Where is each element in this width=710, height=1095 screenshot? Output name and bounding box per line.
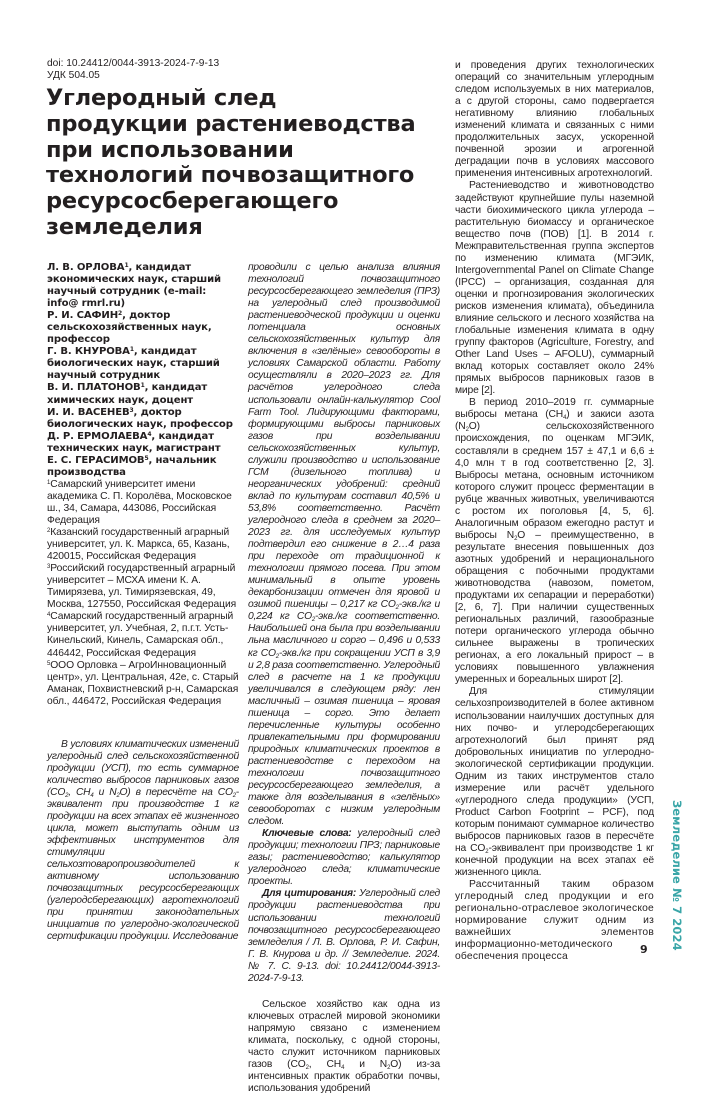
affiliation-marker: 3	[129, 406, 134, 414]
abstract-text: -экв./кг соответственно. Наибольшей она была при возделывании льна масличного и сорго – 0,496 и 0,533 кг CO	[248, 611, 441, 659]
body-paragraph: Рассчитанный таким образом углеродный след продукции и его регионально-отраслевое экологическое нормирование служит одним из важнейших элементов информационно-методического обеспечения процесса	[455, 879, 654, 963]
author-name: Д. Р. ЕРМОЛАЕВА	[47, 430, 148, 442]
title-line: продукции растениеводства	[46, 110, 416, 137]
subscript: 2	[305, 1065, 309, 1072]
author-description: , кандидат химических наук, доцент	[47, 382, 208, 406]
affiliation-text: Самарский государственный аграрный университет, ул. Учебная, 2, п.г.т. Усть-Кинельский, Кинель, Самарская обл., 446442, Российская Федерация	[47, 611, 234, 659]
affiliation	[47, 527, 239, 563]
abstract-text: O) в пересчёте на CO	[119, 786, 233, 798]
keywords	[248, 828, 440, 888]
body-text: O – преимущественно, в результате внесения повышенных доз азотных удобрений и нерационального обращения с побочными продуктами животноводства (навозом, пометом, продуктами их сепарации и переработки) [2, 6, 7]. При наличии существенных региональных различий, газообразные потери органического углерода обычно сильнее выражены в тропических регионах, а его локальный прирост – в условиях повышенного увлажнения умеренных и бореальных широт [2].	[455, 529, 654, 686]
author-entry	[47, 310, 239, 346]
citation	[248, 888, 440, 984]
affiliation	[47, 660, 239, 708]
affiliation-number: 1	[47, 479, 51, 486]
citation-text: Углеродный след продукции растениеводства при использовании технологий почвозащитного ресурсосберегающего земледелия / Л. В. Орлова, Р. И. Сафин, Г. В. Кнурова и др. // Земледелие. 2024. № 7. С. 9-13. doi: 10.24412/0044-3913-2024-7-9-13.	[248, 888, 440, 984]
subscript: 2	[387, 1065, 391, 1072]
body-text: O) из-за интенсивных практик обработки почвы, использования удобрений	[248, 1059, 441, 1095]
abstract-part-1	[47, 739, 239, 944]
title-line: при использовании	[46, 136, 294, 163]
affiliation-text: Самарский университет имени академика С. П. Королёва, Московское ш., 34, Самара, 443086, Российская Федерация	[47, 478, 232, 526]
title-line: земледелия	[46, 213, 203, 240]
author-description: , кандидат технических наук, магистрант	[47, 430, 221, 454]
title-line: технологий почвозащитного	[46, 162, 415, 189]
author-list	[47, 262, 239, 479]
column-left	[47, 262, 239, 944]
author-description: , доктор сельскохозяйственных наук, профессор	[47, 310, 212, 346]
author-entry	[47, 455, 239, 479]
body-paragraph: Растениеводство и животноводство задействуют крупнейшие пулы наземной части биохимического цикла углерода – растительную биомассу и органическое вещество почв (ПОВ) [1]. В 2014 г. Межправительственная группа экспертов по изменению климата (МГЭИК, Intergovernmental Panel on Climate Change (IPCC) – организация, созданная для оценки и прогнозирования экологических рисков изменения климата), объединила влияние сельского и лесного хозяйства на глобальные изменения климата в одну группу факторов (Agriculture, Forestry, and Other Land Uses – AFOLU), суммарный вклад которых составляет около 24% прямых выбросов парниковых газов в мире [2].	[455, 180, 654, 397]
author-entry	[47, 382, 239, 406]
affiliation-marker: 4	[147, 430, 152, 438]
author-name: В. И. ПЛАТОНОВ	[47, 382, 141, 394]
title-line: Углеродный след	[46, 85, 277, 111]
subscript: 2	[395, 605, 399, 612]
author-description: , доктор биологических наук, профессор	[47, 406, 233, 430]
subscript: 4	[563, 415, 567, 422]
affiliation-text: Российский государственный аграрный университет – МСХА имени К. А. Тимирязева, ул. Тимирязевская, 49, Москва, 127550, Российская Федерация	[47, 563, 237, 611]
abstract-text: проводили с целью анализа влияния технологий почвозащитного ресурсосберегающего земледелия (ПРЗ) на углеродный след производимой растениеводческой продукции и оценки потенциала основных сельскохозяйственных культур для включения в «зелёные» севообороты в условиях Самарской области. Работу осуществляли в 2020–2023 гг. Для расчётов углеродного следа использовали онлайн-калькулятор Cool Farm Tool. Лидирующими факторами, формирующими выбросы парниковых газов при возделывании сельскохозяйственных культур, служили производство и использование ГСМ (дизельного топлива) и неорганических удобрений: средний вклад по культурам составил 40,5% и 53,8% соответственно. Расчёт углеродного следа в среднем за 2020–2023 гг. для исследуемых культур подтвердил его снижение в 2…4 раза при переходе от традиционной к технологии прямого посева. При этом минимальный в опыте уровень декарбонизации отмечен для яровой и озимой пшеницы – 0,217 кг CO	[248, 262, 440, 611]
affiliation-text: Казанский государственный аграрный университет, ул. К. Маркса, 65, Казань, 420015, Российская Федерация	[47, 527, 230, 563]
body-paragraph	[248, 999, 440, 1095]
doi[interactable]: doi: 10.24412/0044-3913-2024-7-9-13	[47, 58, 220, 69]
affiliation-number: 3	[47, 564, 51, 571]
udk-code: УДК 504.05	[47, 70, 100, 81]
abstract-part-2	[248, 262, 440, 828]
body-text: -эквивалент при производстве 1 кг конечной продукции на всех этапах её жизненного цикла.	[455, 843, 654, 879]
subscript: 2	[65, 792, 69, 799]
author-name: Л. В. ОРЛОВА	[47, 262, 125, 273]
affiliation-list	[47, 479, 239, 708]
abstract-text: и N	[93, 786, 117, 798]
affiliation-marker: 1	[129, 346, 134, 354]
spacer	[47, 708, 239, 739]
subscript: 2	[514, 535, 518, 542]
author-entry	[47, 346, 239, 382]
body-text: Для стимуляции сельхозпроизводителей в более активном использовании наилучших доступных для них почво- и углеродсберегающих агротехнологий был принят ряд добровольных инициатив по углеродно-экологической сертификации продукции. Одним из таких инструментов стало измерение или расчёт удельного «углеродного следа продукции» (УСП, Product Carbon Footprint – PCF), под которым понимают суммарное количество выбросов парниковых газов в пересчёте на CO	[455, 686, 654, 855]
affiliation-marker: 5	[144, 454, 149, 462]
author-name: Р. И. САФИН	[47, 310, 119, 322]
body-text: В период 2010–2019 гг. суммарные выбросы метана (CH	[455, 397, 654, 421]
column-middle	[248, 262, 440, 1095]
affiliation-marker: 1	[124, 262, 129, 269]
author-description: , кандидат биологических наук, старший научный сотрудник	[47, 346, 220, 382]
subscript: 2	[465, 427, 469, 434]
affiliation-number: 5	[47, 660, 51, 667]
author-name: Г. В. КНУРОВА	[47, 346, 130, 358]
body-text: Сельское хозяйство как одна из ключевых отраслей мировой экономики напрямую связано с изменением климата, поскольку, с одной стороны, часто служит источником парниковых газов (CO	[248, 998, 440, 1071]
body-text: O) сельскохозяйственного происхождения, по оценкам МГЭИК, составляли в среднем 157 ± 47,1 и 6,6 ± 4,0 млн т в год соответственно [2, 3]. Выбросы метана, основным источником которого служит процесс ферментации в рубце жвачных животных, увеличиваются с ростом их поголовья [4, 5, 6]. Аналогичным образом ежегодно растут и выбросы N	[455, 421, 654, 541]
affiliation-marker: 2	[118, 310, 123, 318]
keywords-text: углеродный след продукции; технологии ПРЗ; парниковые газы; растениеводство; калькулятор углеродного следа; климатические проекты.	[248, 828, 440, 888]
affiliation	[47, 563, 239, 611]
subscript: 2	[275, 653, 279, 660]
body-paragraph	[455, 397, 654, 686]
article-title	[46, 86, 426, 241]
subscript: 2	[116, 792, 120, 799]
author-name: Е. С. ГЕРАСИМОВ	[47, 454, 145, 466]
spacer	[248, 985, 440, 999]
body-paragraph	[455, 686, 654, 879]
body-paragraph: и проведения других технологических операций со значительным углеродным следом используемых в них материалов, а с другой стороны, само подвергается негативному влиянию глобальных изменений климата и связанных с ними продолжительных засух, ускоренной почвенной эрозии и агрогенной деградации почв в условиях массового применения интенсивных агротехнологий.	[455, 60, 654, 180]
keywords-label: Ключевые слова:	[262, 828, 352, 840]
author-description: , начальник производства	[47, 454, 217, 478]
subscript: 2	[311, 617, 315, 624]
journal-issue-label: Земледелие № 7 2024	[670, 800, 684, 951]
affiliation	[47, 611, 239, 659]
body-text: ) и закиси азота (N	[455, 409, 654, 433]
affiliation-marker: 1	[140, 382, 145, 390]
column-right	[455, 60, 654, 964]
subscript: 4	[341, 1065, 345, 1072]
subscript: 2	[232, 792, 236, 799]
page-number: 9	[640, 943, 648, 956]
author-description: , кандидат экономических наук, старший научный сотрудник (e-mail: info@ rmrl.ru)	[47, 262, 221, 310]
body-text: , CH	[308, 1059, 342, 1071]
abstract-text: В условиях климатических изменений углеродный след сельскохозяйственной продукции (УСП), то есть суммарное количество выбросов парниковых газов (CO	[47, 738, 239, 798]
affiliation-text: ООО Орловка – АгроИнновационный центр», ул. Центральная, 42е, с. Старый Аманак, Похвистневский р-н, Самарская обл., 446472, Российская Федерация	[47, 659, 239, 707]
abstract-text: -экв./кг и 0,224 кг CO	[248, 599, 440, 623]
affiliation	[47, 479, 239, 527]
author-entry	[47, 407, 239, 431]
article-meta	[47, 58, 219, 82]
author-entry	[47, 431, 239, 455]
citation-label: Для цитирования:	[262, 888, 357, 900]
subscript: 2	[485, 849, 489, 856]
affiliation-number: 4	[47, 612, 51, 619]
author-name: И. И. ВАСЕНЕВ	[47, 406, 130, 418]
abstract-text: -экв./кг при сокращении УСП в 3,9 и 2,8 раза соответственно. Углеродный след в расчете на 1 кг продукции увеличивался в следующем ряду: лен масличный – озимая пшеница – яровая пшеница – сорго. Это делает перечисленные культуры особенно привлекательными при формировании природных климатических проектов в растениеводстве с переходом на технологии почвозащитного ресурсосберегающего земледелия, а также для возделывания в «зелёных» севооборотах с низким углеродным следом.	[248, 647, 441, 828]
body-text: и N	[344, 1059, 388, 1071]
title-line: ресурсосберегающего	[46, 188, 339, 215]
abstract-text: -эквивалент при производстве 1 кг продукции на всех этапах её жизненного цикла, может выступать одним из эффективных инструментов для стимуляции сельхозтоваропроизводителей к активному использованию почвозащитных ресурсосберегающих (углеродсберегающих) агротехнологий при принятии законодательных инициатив по углеродно-экологической сертификации продукции. Исследование	[47, 786, 239, 943]
author-entry	[47, 262, 239, 310]
affiliation-number: 2	[47, 528, 51, 535]
subscript: 4	[90, 792, 94, 799]
abstract-text: , CH	[68, 786, 91, 798]
